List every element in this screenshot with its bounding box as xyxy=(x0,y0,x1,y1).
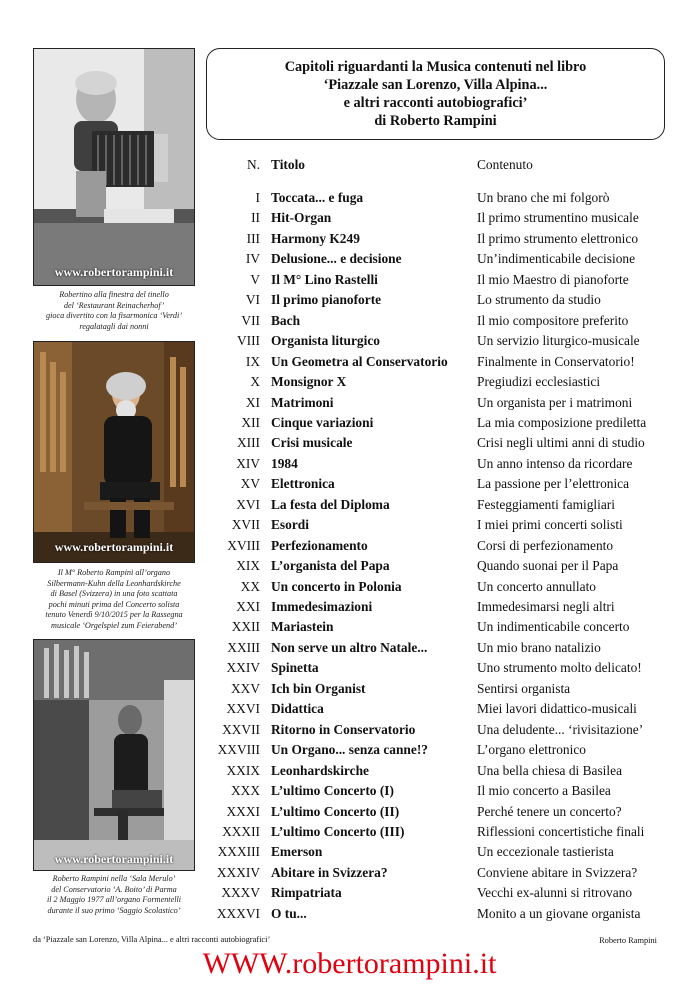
chapter-content: Sentirsi organista xyxy=(477,680,571,696)
chapter-row xyxy=(200,824,680,844)
page-title xyxy=(206,48,665,140)
chapter-number: IX xyxy=(245,353,260,369)
chapter-number: III xyxy=(246,230,260,246)
chapter-content: Crisi negli ultimi anni di studio xyxy=(477,435,645,451)
chapter-content: Pregiudizi ecclesiastici xyxy=(477,374,601,390)
chapter-title: Perfezionamento xyxy=(271,537,368,553)
chapter-content: Il primo strumento elettronico xyxy=(477,230,639,246)
organist-parma-image xyxy=(34,640,194,870)
chapter-number: XXXVI xyxy=(216,905,260,921)
title-line: ‘Piazzale san Lorenzo, Villa Alpina... xyxy=(323,77,548,93)
chapter-content: L’organo elettronico xyxy=(477,742,586,758)
photo-watermark: www.robertorampini.it xyxy=(54,265,174,279)
photo-caption xyxy=(30,874,198,916)
chapter-title: L’ultimo Concerto (III) xyxy=(271,823,405,839)
caption-line: Il M° Roberto Rampini all’organo xyxy=(57,568,171,577)
chapter-number: XVII xyxy=(231,517,260,533)
chapter-number: XXXIV xyxy=(216,864,260,880)
chapter-row xyxy=(200,804,680,824)
chapter-row xyxy=(200,354,680,374)
photo-organist-parma xyxy=(33,639,195,871)
chapter-row xyxy=(200,517,680,537)
chapter-number: XXIII xyxy=(227,639,260,655)
chapter-row xyxy=(200,783,680,803)
chapter-content: Finalmente in Conservatorio! xyxy=(477,353,635,369)
chapter-title: Delusione... e decisione xyxy=(271,251,402,267)
chapter-content: Un brano che mi folgorò xyxy=(477,190,610,205)
chapter-row xyxy=(200,906,680,926)
chapter-title: 1984 xyxy=(271,455,298,471)
chapter-number: XIII xyxy=(236,435,260,451)
chapter-content: Riflessioni concertistiche finali xyxy=(477,823,645,839)
footer-author: Roberto Rampini xyxy=(599,936,657,945)
chapter-content: Un servizio liturgico-musicale xyxy=(477,333,640,349)
website-link[interactable]: WWW.robertorampini.it xyxy=(202,947,497,980)
chapter-title: Harmony K249 xyxy=(271,230,360,246)
chapter-row xyxy=(200,272,680,292)
chapter-row xyxy=(200,538,680,558)
chapter-number: II xyxy=(251,210,260,226)
chapter-number: XIV xyxy=(236,455,260,471)
chapter-content: Il mio concerto a Basilea xyxy=(477,783,611,799)
title-line: Capitoli riguardanti la Musica contenuti nel libro xyxy=(284,59,587,75)
chapter-title: Il M° Lino Rastelli xyxy=(271,271,378,287)
chapter-row xyxy=(200,722,680,742)
chapter-number: X xyxy=(250,374,260,390)
chapter-number: XV xyxy=(240,476,260,492)
chapter-row xyxy=(200,251,680,271)
chapter-content: Il mio compositore preferito xyxy=(477,312,629,328)
caption-line: gioca divertito con la fisarmonica ‘Verdi’ xyxy=(46,311,182,320)
chapter-number: IV xyxy=(245,251,260,267)
chapter-number: XXXI xyxy=(226,803,260,819)
chapter-title: Un Geometra al Conservatorio xyxy=(271,353,448,369)
caption-line: di Basel (Svizzera) in una foto scattata xyxy=(50,589,178,598)
chapter-title: Elettronica xyxy=(271,476,335,492)
chapter-number: XX xyxy=(240,578,260,594)
chapter-row xyxy=(200,701,680,721)
chapter-row xyxy=(200,619,680,639)
chapter-content: I miei primi concerti solisti xyxy=(477,517,623,533)
chapter-number: XXI xyxy=(236,599,260,614)
chapter-title: Non serve un altro Natale... xyxy=(271,639,428,655)
chapter-title: Hit-Organ xyxy=(271,210,332,226)
caption-line: il 2 Maggio 1977 all’organo Formentelli xyxy=(46,895,182,904)
chapter-title: L’ultimo Concerto (II) xyxy=(271,803,400,819)
chapter-row xyxy=(200,333,680,353)
child-accordion-image xyxy=(34,49,194,285)
chapter-number: XVI xyxy=(236,496,260,512)
chapter-row xyxy=(200,435,680,455)
chapter-row xyxy=(200,190,680,210)
chapter-number: XXV xyxy=(230,680,260,696)
chapter-content: Un eccezionale tastierista xyxy=(477,844,614,860)
chapter-content: Una bella chiesa di Basilea xyxy=(477,762,623,778)
chapter-title: Rimpatriata xyxy=(271,885,342,901)
caption-line: pochi minuti prima del Concerto solista xyxy=(48,599,180,609)
chapter-row xyxy=(200,579,680,599)
chapter-title: Mariastein xyxy=(271,619,334,635)
chapter-title: O tu... xyxy=(271,905,307,921)
chapter-title: Toccata... e fuga xyxy=(271,190,364,205)
chapter-number: XI xyxy=(245,394,260,410)
chapter-number: XXXV xyxy=(221,885,260,901)
chapter-title: Didattica xyxy=(271,701,324,717)
chapter-title: Cinque variazioni xyxy=(271,414,374,430)
caption-line: regalatagli dai nonni xyxy=(79,321,149,331)
chapter-content: Un’indimenticabile decisione xyxy=(477,251,636,267)
chapter-row xyxy=(200,374,680,394)
chapter-row xyxy=(200,742,680,762)
chapter-row xyxy=(200,885,680,905)
chapter-number: I xyxy=(255,190,260,205)
chapter-row xyxy=(200,292,680,312)
organist-basel-image xyxy=(34,342,194,562)
photo-caption xyxy=(30,568,198,631)
chapter-content: Un mio brano natalizio xyxy=(477,639,601,655)
chapter-title: Leonhardskirche xyxy=(271,762,369,778)
chapter-title: Immedesimazioni xyxy=(271,599,373,614)
caption-line: musicale ‘Orgelspiel zum Feierabend’ xyxy=(51,620,177,630)
chapter-number: XXVI xyxy=(226,701,260,717)
caption-line: tenuto Venerdì 9/10/2015 per la Rassegna xyxy=(45,610,183,619)
chapter-content: Miei lavori didattico-musicali xyxy=(477,701,637,717)
chapter-content: Uno strumento molto delicato! xyxy=(477,660,642,676)
chapter-title: Crisi musicale xyxy=(271,435,353,451)
chapter-row xyxy=(200,558,680,578)
chapter-number: XXIX xyxy=(226,762,260,778)
title-line: di Roberto Rampini xyxy=(374,113,497,129)
caption-line: Roberto Rampini nella ‘Sala Merulo’ xyxy=(52,874,176,883)
caption-line: Robertino alla finestra del tinello xyxy=(59,290,169,299)
chapter-row xyxy=(200,763,680,783)
chapter-row xyxy=(200,865,680,885)
chapter-title: Ritorno in Conservatorio xyxy=(271,721,416,737)
chapter-content: Un organista per i matrimoni xyxy=(477,394,633,410)
table-header xyxy=(200,157,680,177)
chapter-row xyxy=(200,640,680,660)
chapter-title: Ich bin Organist xyxy=(271,680,366,696)
chapter-row xyxy=(200,476,680,496)
chapter-row xyxy=(200,210,680,230)
title-line: e altri racconti autobiografici’ xyxy=(343,95,528,111)
photo-watermark: www.robertorampini.it xyxy=(54,852,174,866)
chapter-content: Una deludente... ‘rivisitazione’ xyxy=(477,721,644,737)
chapter-number: XVIII xyxy=(227,537,260,553)
chapter-row xyxy=(200,415,680,435)
chapter-title: Il primo pianoforte xyxy=(271,292,382,308)
chapter-number: XIX xyxy=(236,558,260,574)
chapter-content: Immedesimarsi negli altri xyxy=(477,599,615,614)
chapter-content: Perché tenere un concerto? xyxy=(477,803,622,819)
chapter-number: XXXIII xyxy=(217,844,260,860)
photo-caption xyxy=(30,290,198,332)
chapter-content: Un anno intenso da ricordare xyxy=(477,455,633,471)
chapter-number: XXXII xyxy=(222,823,260,839)
chapter-title: La festa del Diploma xyxy=(271,496,390,512)
chapter-content: Quando suonai per il Papa xyxy=(477,558,619,574)
chapter-number: VIII xyxy=(236,333,260,349)
chapter-number: VI xyxy=(245,292,260,308)
chapter-title: Spinetta xyxy=(271,660,319,676)
chapter-number: V xyxy=(250,271,260,287)
photo-watermark: www.robertorampini.it xyxy=(54,540,174,554)
caption-line: Silbermann-Kuhn della Leonhardskirche xyxy=(47,578,181,588)
chapter-row xyxy=(200,395,680,415)
chapter-number: XII xyxy=(241,414,260,430)
chapter-number: XXVIII xyxy=(217,742,260,758)
chapter-title: Abitare in Svizzera? xyxy=(271,864,388,880)
chapter-title: L’organista del Papa xyxy=(271,558,390,574)
chapter-title: Emerson xyxy=(271,844,323,860)
chapter-row xyxy=(200,497,680,517)
chapter-content: Festeggiamenti famigliari xyxy=(477,496,615,512)
chapter-content: Monito a un giovane organista xyxy=(477,905,641,921)
chapter-title: Un concerto in Polonia xyxy=(271,578,402,594)
chapter-title: Un Organo... senza canne!? xyxy=(271,742,428,758)
col-title-header: Titolo xyxy=(271,157,305,172)
caption-line: durante il suo primo ‘Saggio Scolastico’ xyxy=(47,905,181,915)
chapter-content: Corsi di perfezionamento xyxy=(477,537,614,553)
col-number-header: N. xyxy=(246,157,260,172)
chapter-number: XXII xyxy=(231,619,260,635)
chapter-row xyxy=(200,660,680,680)
chapter-content: Il primo strumentino musicale xyxy=(477,210,639,226)
chapter-number: XXVII xyxy=(222,721,260,737)
photo-child-accordion xyxy=(33,48,195,286)
chapter-content: Un indimenticabile concerto xyxy=(477,619,630,635)
chapter-row xyxy=(200,681,680,701)
chapter-title: L’ultimo Concerto (I) xyxy=(271,783,394,799)
chapter-title: Bach xyxy=(271,312,301,328)
chapter-title: Matrimoni xyxy=(271,394,334,410)
chapter-content: La passione per l’elettronica xyxy=(477,476,630,492)
caption-line: del Conservatorio ‘A. Boito’ di Parma xyxy=(51,884,177,894)
photo-organist-basel xyxy=(33,341,195,563)
chapter-title: Monsignor X xyxy=(271,374,347,390)
col-content-header: Contenuto xyxy=(477,157,533,172)
chapter-content: Conviene abitare in Svizzera? xyxy=(477,864,638,880)
chapter-content: Lo strumento da studio xyxy=(477,292,601,308)
chapter-number: XXX xyxy=(230,783,260,799)
chapter-content: Un concerto annullato xyxy=(477,578,596,594)
chapter-row xyxy=(200,844,680,864)
chapter-content: La mia composizione prediletta xyxy=(477,414,647,430)
chapter-title: Organista liturgico xyxy=(271,333,380,349)
caption-line: del ‘Restaurant Reinacherhof’ xyxy=(63,300,165,310)
footer-source: da ‘Piazzale san Lorenzo, Villa Alpina... e altri racconti autobiografici’ xyxy=(33,935,271,944)
chapter-row xyxy=(200,313,680,333)
chapter-content: Il mio Maestro di pianoforte xyxy=(477,271,629,287)
chapter-row xyxy=(200,231,680,251)
chapter-row xyxy=(200,456,680,476)
chapter-title: Esordi xyxy=(271,517,309,533)
chapter-content: Vecchi ex-alunni si ritrovano xyxy=(477,885,633,901)
chapter-row xyxy=(200,599,680,619)
chapter-number: VII xyxy=(241,312,260,328)
chapter-number: XXIV xyxy=(226,660,260,676)
